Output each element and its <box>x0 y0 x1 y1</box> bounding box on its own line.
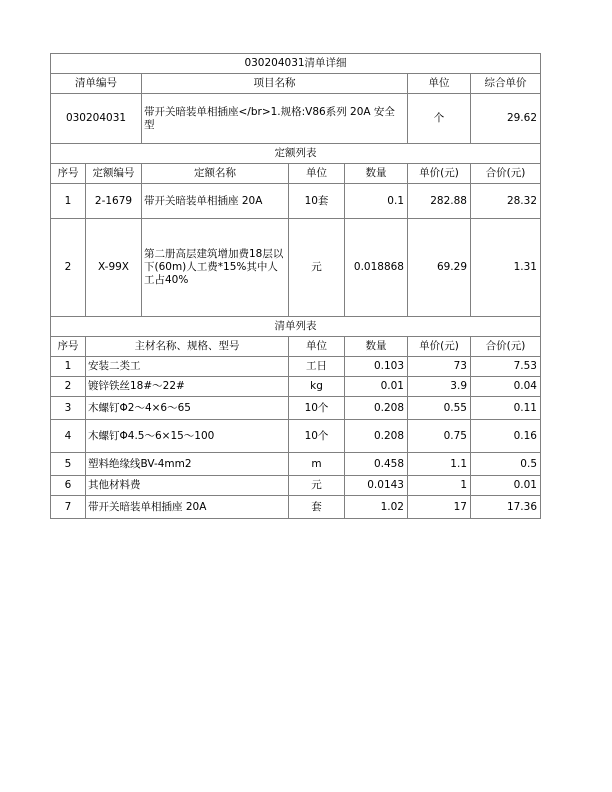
material-qty: 0.0143 <box>345 476 408 496</box>
quota-unit-price: 69.29 <box>408 219 471 317</box>
material-total-header: 合价(元) <box>471 337 541 357</box>
item-price-header: 综合单价 <box>471 74 541 94</box>
material-name: 木螺钉Φ4.5～6×15～100 <box>86 420 289 453</box>
material-name: 镀锌铁丝18#～22# <box>86 377 289 397</box>
material-section-title: 清单列表 <box>51 317 541 337</box>
item-code-header: 清单编号 <box>51 74 142 94</box>
material-no-header: 序号 <box>51 337 86 357</box>
material-unit-price: 0.55 <box>408 397 471 420</box>
material-unit-price: 1 <box>408 476 471 496</box>
quota-unit: 10套 <box>289 184 345 219</box>
material-header-row <box>51 337 541 357</box>
material-no: 4 <box>51 420 86 453</box>
quota-name: 带开关暗装单相插座 20A <box>142 184 289 219</box>
quota-code: X-99X <box>86 219 142 317</box>
material-qty: 1.02 <box>345 496 408 519</box>
item-header-row <box>51 74 541 94</box>
material-no: 6 <box>51 476 86 496</box>
quota-code-header: 定额编号 <box>86 164 142 184</box>
quota-unit-price-header: 单价(元) <box>408 164 471 184</box>
material-total: 17.36 <box>471 496 541 519</box>
item-unit: 个 <box>408 94 471 144</box>
quota-row <box>51 219 541 317</box>
quota-unit-price: 282.88 <box>408 184 471 219</box>
material-row <box>51 476 541 496</box>
material-row <box>51 357 541 377</box>
material-unit-price: 17 <box>408 496 471 519</box>
material-total: 7.53 <box>471 357 541 377</box>
quota-qty-header: 数量 <box>345 164 408 184</box>
material-qty-header: 数量 <box>345 337 408 357</box>
material-section-row <box>51 317 541 337</box>
material-unit: 工日 <box>289 357 345 377</box>
material-name: 塑料绝缘线BV-4mm2 <box>86 453 289 476</box>
material-qty: 0.103 <box>345 357 408 377</box>
material-total: 0.11 <box>471 397 541 420</box>
quota-no: 1 <box>51 184 86 219</box>
material-no: 3 <box>51 397 86 420</box>
quota-qty: 0.1 <box>345 184 408 219</box>
material-row <box>51 397 541 420</box>
material-unit: 元 <box>289 476 345 496</box>
item-unit-header: 单位 <box>408 74 471 94</box>
table-title: 030204031清单详细 <box>51 54 541 74</box>
material-name-header: 主材名称、规格、型号 <box>86 337 289 357</box>
material-no: 7 <box>51 496 86 519</box>
quota-no-header: 序号 <box>51 164 86 184</box>
material-total: 0.01 <box>471 476 541 496</box>
material-no: 1 <box>51 357 86 377</box>
item-row <box>51 94 541 144</box>
quota-code: 2-1679 <box>86 184 142 219</box>
material-unit: 套 <box>289 496 345 519</box>
item-code: 030204031 <box>51 94 142 144</box>
material-qty: 0.458 <box>345 453 408 476</box>
material-unit-price: 73 <box>408 357 471 377</box>
material-unit: m <box>289 453 345 476</box>
material-no: 2 <box>51 377 86 397</box>
quota-qty: 0.018868 <box>345 219 408 317</box>
material-name: 木螺钉Φ2～4×6～65 <box>86 397 289 420</box>
quota-name: 第二册高层建筑增加费18层以下(60m)人工费*15%其中人工占40% <box>142 219 289 317</box>
material-name: 带开关暗装单相插座 20A <box>86 496 289 519</box>
material-name: 安装二类工 <box>86 357 289 377</box>
material-qty: 0.01 <box>345 377 408 397</box>
material-total: 0.16 <box>471 420 541 453</box>
material-name: 其他材料费 <box>86 476 289 496</box>
material-row <box>51 377 541 397</box>
quota-header-row <box>51 164 541 184</box>
material-row <box>51 420 541 453</box>
material-total: 0.04 <box>471 377 541 397</box>
material-unit: 10个 <box>289 420 345 453</box>
quota-unit-header: 单位 <box>289 164 345 184</box>
quota-unit: 元 <box>289 219 345 317</box>
material-unit-header: 单位 <box>289 337 345 357</box>
item-price: 29.62 <box>471 94 541 144</box>
material-no: 5 <box>51 453 86 476</box>
title-row <box>51 54 541 74</box>
item-name: 带开关暗装单相插座</br>1.规格:V86系列 20A 安全型 <box>142 94 408 144</box>
material-row <box>51 453 541 476</box>
material-row <box>51 496 541 519</box>
quota-name-header: 定额名称 <box>142 164 289 184</box>
material-unit-price: 1.1 <box>408 453 471 476</box>
material-unit-price-header: 单价(元) <box>408 337 471 357</box>
quota-section-title: 定额列表 <box>51 144 541 164</box>
material-total: 0.5 <box>471 453 541 476</box>
quota-total-header: 合价(元) <box>471 164 541 184</box>
material-unit-price: 0.75 <box>408 420 471 453</box>
bill-detail-table <box>50 53 541 519</box>
quota-total: 28.32 <box>471 184 541 219</box>
item-name-header: 项目名称 <box>142 74 408 94</box>
material-unit: 10个 <box>289 397 345 420</box>
quota-row <box>51 184 541 219</box>
material-qty: 0.208 <box>345 397 408 420</box>
quota-total: 1.31 <box>471 219 541 317</box>
quota-no: 2 <box>51 219 86 317</box>
quota-section-row <box>51 144 541 164</box>
material-unit-price: 3.9 <box>408 377 471 397</box>
material-qty: 0.208 <box>345 420 408 453</box>
material-unit: kg <box>289 377 345 397</box>
